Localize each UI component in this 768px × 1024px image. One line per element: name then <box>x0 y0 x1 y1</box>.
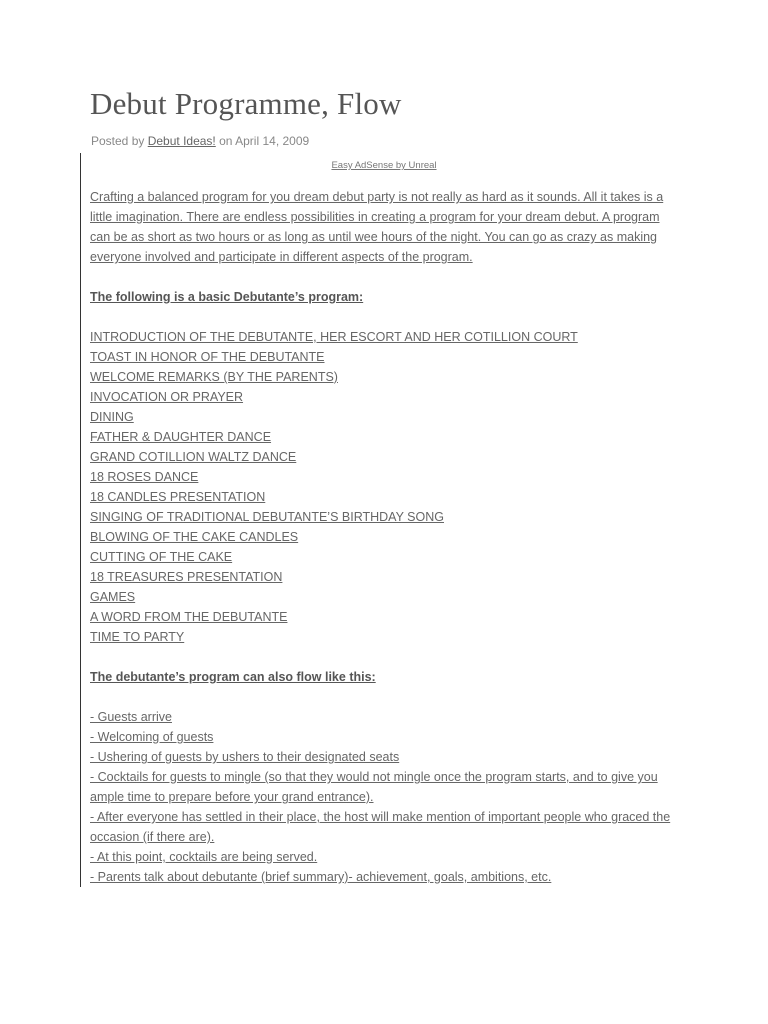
program-item: CUTTING OF THE CAKE <box>90 550 233 564</box>
flow-list <box>90 707 690 887</box>
program-item: BLOWING OF THE CAKE CANDLES <box>90 530 299 544</box>
flow-line: - At this point, cocktails are being served. <box>90 850 318 864</box>
article-body <box>90 187 690 887</box>
program-item: GRAND COTILLION WALTZ DANCE <box>90 450 297 464</box>
intro-line: little imagination. There are endless possibilities in creating a program for your dream debut. A program <box>90 210 660 224</box>
flow-line: - Ushering of guests by ushers to their designated seats <box>90 750 400 764</box>
flow-line: - Welcoming of guests <box>90 730 214 744</box>
program-item: INVOCATION OR PRAYER <box>90 390 244 404</box>
flow-line: - Cocktails for guests to mingle (so that they would not mingle once the program starts, and to give you <box>90 770 658 784</box>
flow-line: ample time to prepare before your grand entrance). <box>90 790 374 804</box>
flow-heading: The debutante’s program can also flow like this: <box>90 670 376 684</box>
program-item: SINGING OF TRADITIONAL DEBUTANTE’S BIRTHDAY SONG <box>90 510 444 524</box>
program-item: TOAST IN HONOR OF THE DEBUTANTE <box>90 350 325 364</box>
left-margin-rule <box>80 153 81 887</box>
program-item: DINING <box>90 410 134 424</box>
program-item: 18 CANDLES PRESENTATION <box>90 490 266 504</box>
program-heading: The following is a basic Debutante’s program: <box>90 290 364 304</box>
program-item: 18 TREASURES PRESENTATION <box>90 570 283 584</box>
program-item: A WORD FROM THE DEBUTANTE <box>90 610 288 624</box>
program-item: WELCOME REMARKS (BY THE PARENTS) <box>90 370 338 384</box>
byline <box>91 134 309 148</box>
program-item: 18 ROSES DANCE <box>90 470 199 484</box>
author-link[interactable]: Debut Ideas! <box>147 134 216 148</box>
program-item: INTRODUCTION OF THE DEBUTANTE, HER ESCORT AND HER COTILLION COURT <box>90 330 578 344</box>
flow-line: - Parents talk about debutante (brief summary)- achievement, goals, ambitions, etc. <box>90 870 552 884</box>
flow-line: - Guests arrive <box>90 710 172 724</box>
program-list <box>90 327 690 647</box>
byline-date: on April 14, 2009 <box>219 134 310 148</box>
adsense-link[interactable]: Easy AdSense by Unreal <box>331 160 437 171</box>
byline-prefix: Posted by <box>91 134 145 148</box>
intro-line: can be as short as two hours or as long as until wee hours of the night. You can go as crazy as making <box>90 230 657 244</box>
flow-line: - After everyone has settled in their place, the host will make mention of important people who graced the <box>90 810 671 824</box>
program-item: TIME TO PARTY <box>90 630 185 644</box>
intro-line: Crafting a balanced program for you dream debut party is not really as hard as it sounds. All it takes is a <box>90 190 664 204</box>
program-item: FATHER & DAUGHTER DANCE <box>90 430 272 444</box>
intro-paragraph <box>90 187 690 267</box>
flow-line: occasion (if there are). <box>90 830 215 844</box>
intro-line: everyone involved and participate in different aspects of the program. <box>90 250 473 264</box>
page-title: Debut Programme, Flow <box>90 86 402 121</box>
program-item: GAMES <box>90 590 136 604</box>
